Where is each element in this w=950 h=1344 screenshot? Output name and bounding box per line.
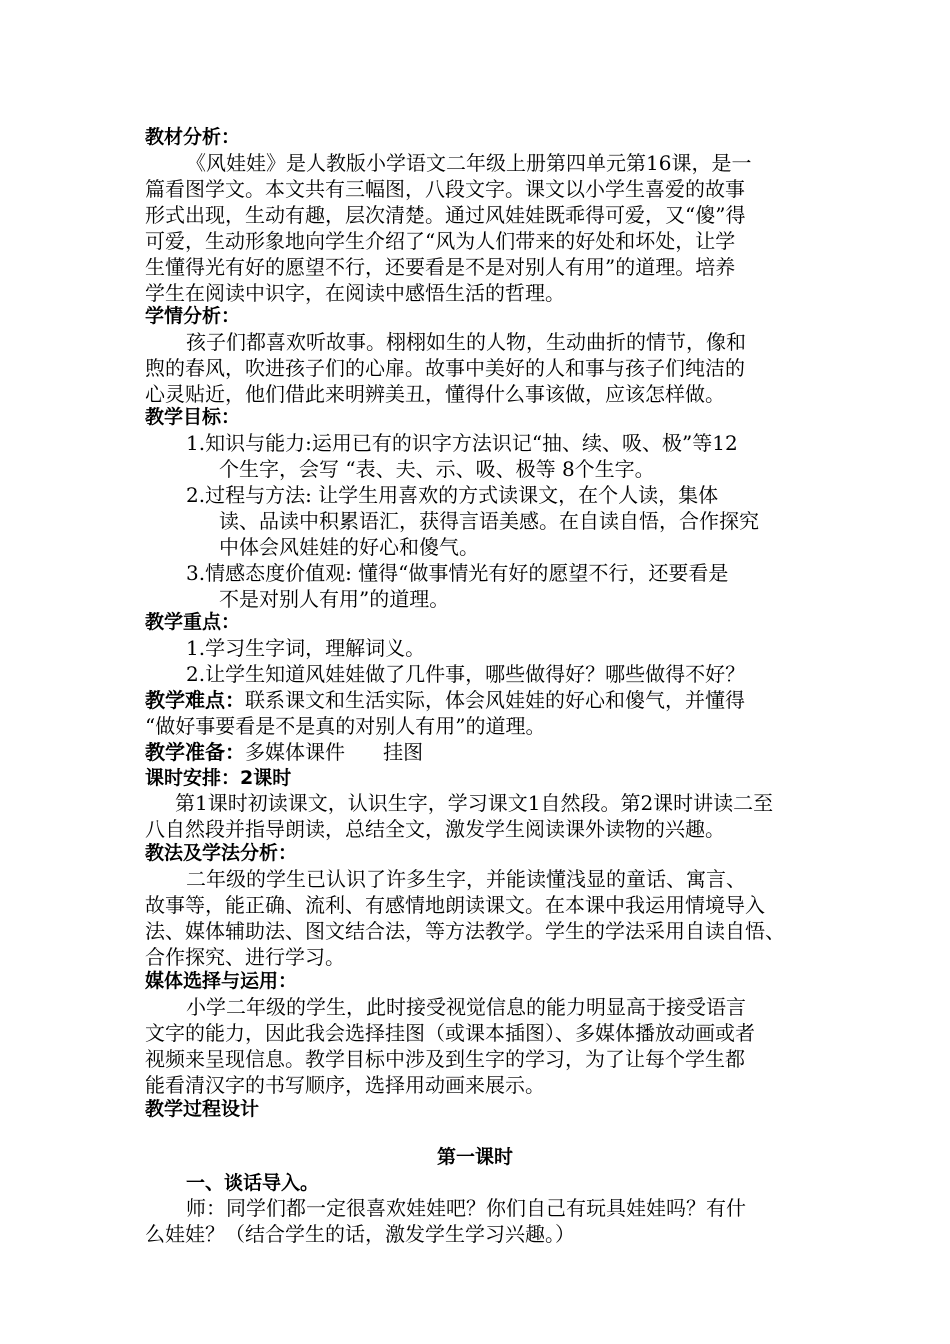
paragraph-line: 第1课时初读课文，认识生字，学习课文1自然段。第2课时讲读二至 (175, 791, 774, 815)
paragraph-line: 二年级的学生已认识了许多生字，并能读懂浅显的童话、寓言、 (186, 867, 746, 891)
goal-item: 1.知识与能力:运用已有的识字方法识记“抽、续、吸、极”等12 (186, 431, 738, 455)
paragraph-line: 孩子们都喜欢听故事。栩栩如生的人物，生动曲折的情节，像和 (186, 330, 746, 354)
difficulty-heading: 教学难点： (145, 688, 245, 712)
key-point-item: 2.让学生知道风娃娃做了几件事，哪些做得好？哪些做得不好？ (186, 662, 746, 686)
paragraph-line: 师：同学们都一定很喜欢娃娃吧？你们自己有玩具娃娃吗？有什 (186, 1196, 746, 1220)
process-heading: 教学过程设计 (145, 1098, 260, 1120)
paragraph-line: 生懂得光有好的愿望不行，还要看是不是对别人有用”的道理。培养 (145, 255, 736, 279)
goal-item: 2.过程与方法: 让学生用喜欢的方式读课文，在个人读，集体 (186, 483, 719, 507)
analysis-heading: 教材分析： (145, 126, 241, 148)
paragraph-line: 可爱，生动形象地向学生介绍了“风为人们带来的好处和坏处，让学 (145, 229, 736, 253)
goal-item-continued: 读、品读中积累语汇，获得言语美感。在自读自悟，合作探究 (219, 509, 759, 533)
paragraph-line: 故事等，能正确、流利、有感情地朗读课文。在本课中我运用情境导入 (145, 893, 765, 917)
prep-text: 多媒体课件 挂图 (245, 740, 424, 764)
paragraph-line: 篇看图学文。本文共有三幅图，八段文字。课文以小学生喜爱的故事 (145, 177, 745, 201)
prep-line (145, 739, 423, 765)
learner-heading: 学情分析： (145, 305, 241, 327)
prep-heading: 教学准备： (145, 740, 245, 764)
lesson-title: 第一课时 (436, 1146, 513, 1168)
paragraph-line: 么娃娃？（结合学生的话，激发学生学习兴趣。） (145, 1222, 575, 1246)
paragraph-line: 能看清汉字的书写顺序，选择用动画来展示。 (145, 1073, 545, 1097)
paragraph-line: 心灵贴近，他们借此来明辨美丑，懂得什么事该做，应该怎样做。 (145, 382, 725, 406)
paragraph-line: 法、媒体辅助法、图文结合法，等方法教学。学生的学法采用自读自悟、 (145, 919, 785, 943)
paragraph-line: 合作探究、进行学习。 (145, 945, 345, 969)
media-heading: 媒体选择与运用： (145, 970, 298, 992)
paragraph-line: 视频来呈现信息。教学目标中涉及到生字的学习，为了让每个学生都 (145, 1047, 745, 1071)
paragraph-line: 小学二年级的学生，此时接受视觉信息的能力明显高于接受语言 (186, 995, 746, 1019)
difficulty-text: 联系课文和生活实际，体会风娃娃的好心和傻气，并懂得 (245, 688, 745, 712)
paragraph-line: 八自然段并指导朗读，总结全文，激发学生阅读课外读物的兴趣。 (145, 817, 725, 841)
paragraph-line: 学生在阅读中识字，在阅读中感悟生活的哲理。 (145, 281, 565, 305)
goal-item-continued: 不是对别人有用”的道理。 (219, 587, 450, 611)
goal-item: 3.情感态度价值观: 懂得“做事情光有好的愿望不行，还要看是 (186, 561, 729, 585)
goals-heading: 教学目标： (145, 406, 241, 428)
key-point-item: 1.学习生字词，理解词义。 (186, 636, 426, 660)
key-points-heading: 教学重点： (145, 611, 241, 633)
paragraph-line: 煦的春风，吹进孩子们的心扉。故事中美好的人和事与孩子们纯洁的 (145, 356, 745, 380)
difficulty-line (145, 687, 745, 713)
section-heading: 一、谈话导入。 (186, 1172, 320, 1194)
goal-item-continued: 中体会风娃娃的好心和傻气。 (219, 535, 479, 559)
method-heading: 教法及学法分析： (145, 842, 298, 864)
schedule-heading: 课时安排：2课时 (145, 767, 292, 789)
paragraph-line: 《风娃娃》是人教版小学语文二年级上册第四单元第16课，是一 (186, 151, 752, 175)
paragraph-line: “做好事要看是不是真的对别人有用”的道理。 (145, 714, 546, 738)
paragraph-line: 形式出现，生动有趣，层次清楚。通过风娃娃既乖得可爱，又“傻”得 (145, 203, 746, 227)
goal-item-continued: 个生字，会写 “表、夫、示、吸、极等 8个生字。 (219, 457, 655, 481)
paragraph-line: 文字的能力，因此我会选择挂图（或课本插图）、多媒体播放动画或者 (145, 1021, 755, 1045)
